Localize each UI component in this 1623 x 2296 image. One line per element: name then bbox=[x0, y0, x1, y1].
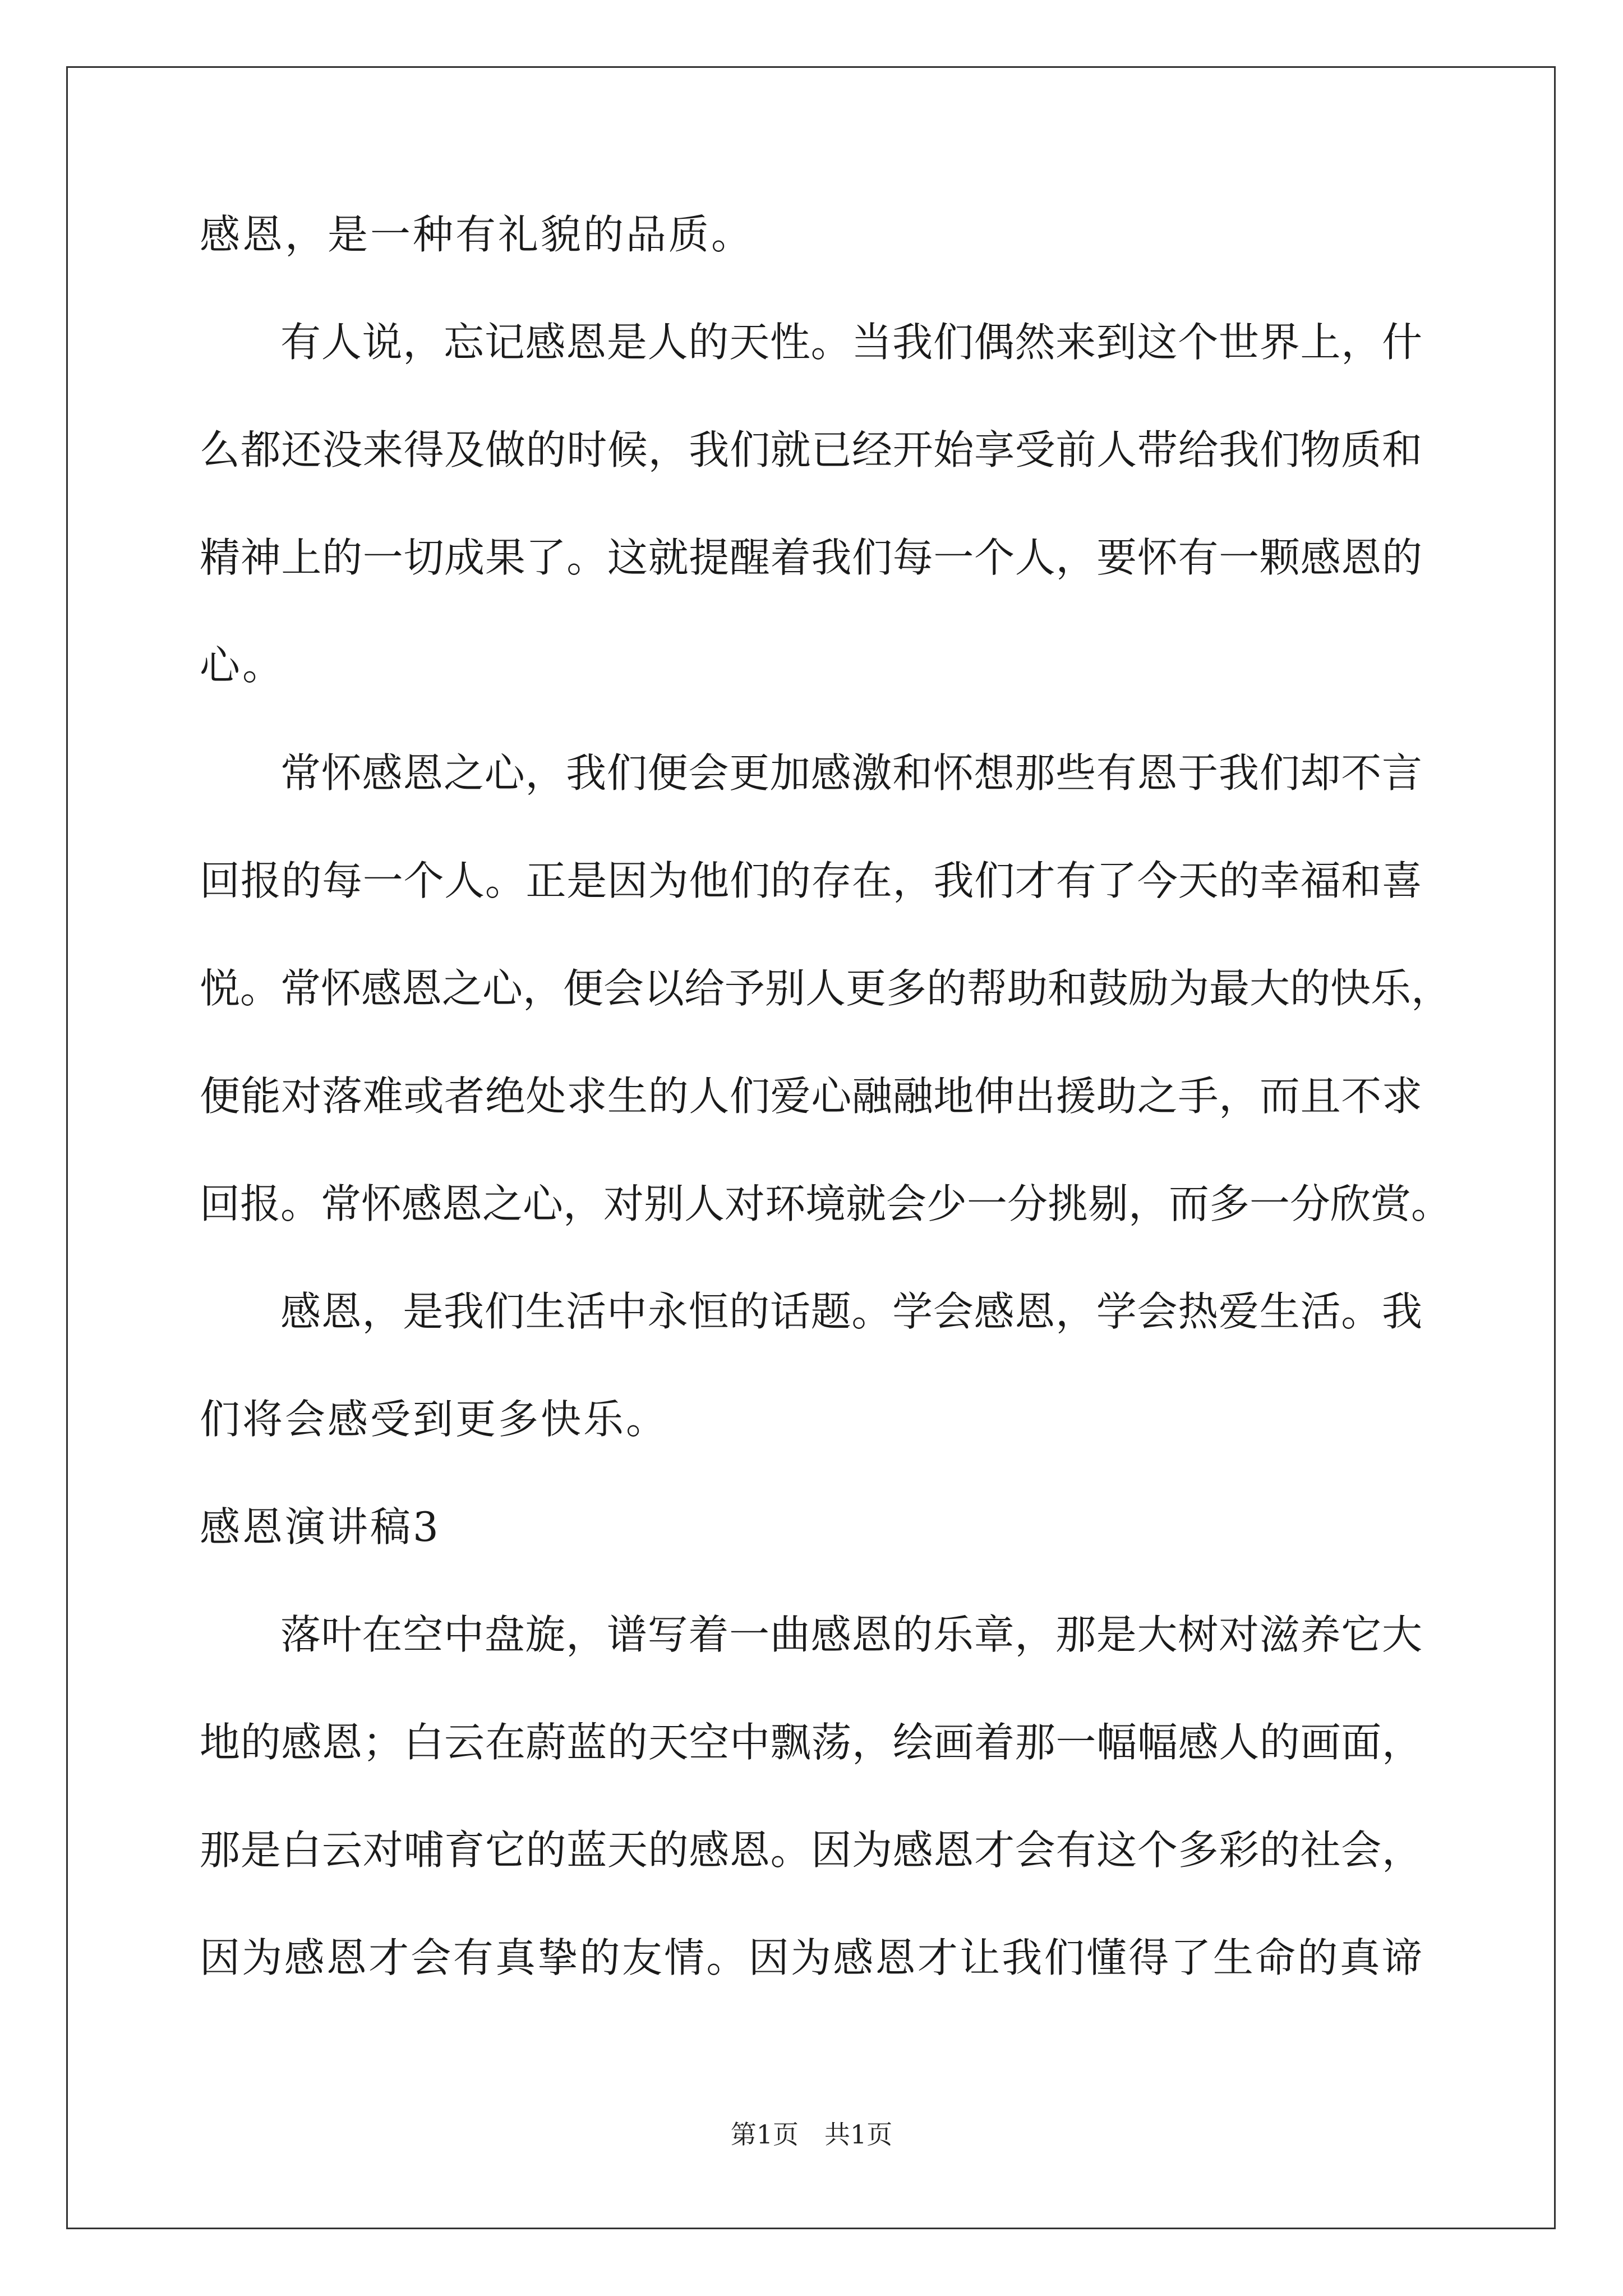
text-line: 有人说，忘记感恩是人的天性。当我们偶然来到这个世界上，什 bbox=[280, 319, 1422, 366]
text-line: 感恩，是我们生活中永恒的话题。学会感恩，学会热爱生活。我 bbox=[280, 1288, 1422, 1335]
text-line: 常怀感恩之心，我们便会更加感激和怀想那些有恩于我们却不言 bbox=[280, 749, 1422, 797]
text-line: 精神上的一切成果了。这就提醒着我们每一个人，要怀有一颗感恩的 bbox=[200, 534, 1422, 581]
page-footer: 第1页 共1页 bbox=[730, 2119, 893, 2150]
text-line: 回报。常怀感恩之心，对别人对环境就会少一分挑剔，而多一分欣赏。 bbox=[200, 1180, 1452, 1227]
text-line: 落叶在空中盘旋，谱写着一曲感恩的乐章，那是大树对滋养它大 bbox=[280, 1611, 1422, 1658]
text-line: 地的感恩；白云在蔚蓝的天空中飘荡，绘画着那一幅幅感人的画面， bbox=[200, 1719, 1422, 1766]
text-line: 悦。常怀感恩之心，便会以给予别人更多的帮助和鼓励为最大的快乐， bbox=[200, 965, 1452, 1012]
text-line: 便能对落难或者绝处求生的人们爱心融融地伸出援助之手，而且不求 bbox=[200, 1073, 1422, 1120]
text-line: 们将会感受到更多快乐。 bbox=[200, 1396, 669, 1443]
section-heading: 感恩演讲稿3 bbox=[200, 1503, 441, 1550]
document-body bbox=[200, 208, 1452, 2039]
text-line: 回报的每一个人。正是因为他们的存在，我们才有了今天的幸福和喜 bbox=[200, 857, 1422, 904]
text-line: 那是白云对哺育它的蓝天的感恩。因为感恩才会有这个多彩的社会， bbox=[200, 1826, 1422, 1874]
text-line: 心。 bbox=[200, 642, 285, 689]
text-line: 么都还没来得及做的时候，我们就已经开始享受前人带给我们物质和 bbox=[200, 426, 1422, 473]
text-line: 感恩，是一种有礼貌的品质。 bbox=[200, 211, 754, 258]
text-line: 因为感恩才会有真挚的友情。因为感恩才让我们懂得了生命的真谛 bbox=[200, 1934, 1422, 1981]
